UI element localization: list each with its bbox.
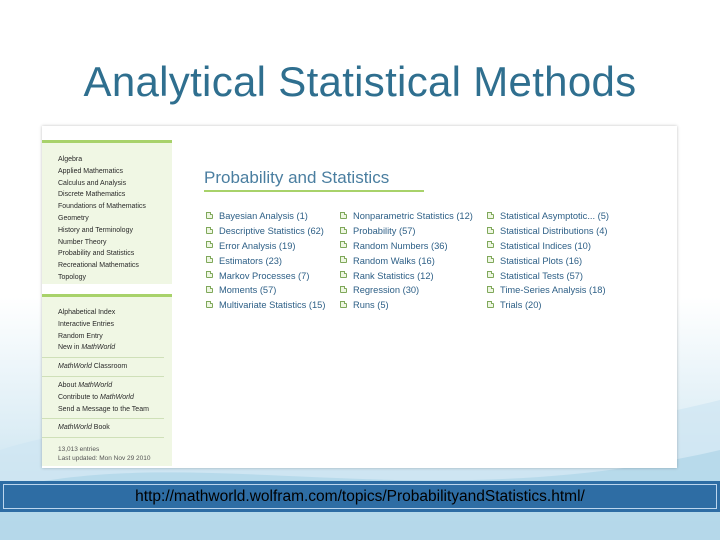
- folder-icon: [487, 229, 494, 234]
- folder-icon: [487, 258, 494, 263]
- folder-icon: [487, 243, 494, 248]
- folder-icon: [340, 288, 347, 293]
- nav-divider: [42, 418, 164, 419]
- nav-contribute[interactable]: Contribute to MathWorld: [58, 393, 134, 401]
- left-navigation: [42, 140, 172, 466]
- topic-link[interactable]: Time-Series Analysis (18): [487, 283, 609, 298]
- folder-icon: [206, 288, 213, 293]
- folder-icon: [206, 273, 213, 278]
- nav-applied-mathematics[interactable]: Applied Mathematics: [58, 167, 123, 175]
- folder-icon: [340, 229, 347, 234]
- nav-history-and-terminology[interactable]: History and Terminology: [58, 226, 133, 234]
- topic-link[interactable]: Nonparametric Statistics (12): [340, 209, 473, 224]
- topic-column-1: [206, 209, 325, 313]
- nav-discrete-mathematics[interactable]: Discrete Mathematics: [58, 191, 126, 199]
- folder-icon: [340, 214, 347, 219]
- folder-icon: [487, 288, 494, 293]
- topic-column-3: [487, 209, 609, 313]
- folder-icon: [340, 273, 347, 278]
- nav-divider: [42, 437, 164, 438]
- nav-divider: [42, 376, 164, 377]
- slide-title: Analytical Statistical Methods: [83, 58, 637, 105]
- mathworld-screenshot: [42, 126, 677, 468]
- nav-alphabetical-index[interactable]: Alphabetical Index: [58, 309, 116, 316]
- site-nav-box: [42, 294, 172, 466]
- nav-geometry[interactable]: Geometry: [58, 214, 89, 222]
- topic-link[interactable]: Bayesian Analysis (1): [206, 209, 325, 224]
- folder-icon: [487, 303, 494, 308]
- folder-icon: [206, 243, 213, 248]
- page-heading: Probability and Statistics: [204, 168, 390, 187]
- folder-icon: [340, 243, 347, 248]
- source-url[interactable]: http://mathworld.wolfram.com/topics/ProbabilityandStatistics.html/: [3, 484, 717, 509]
- nav-divider: [42, 357, 164, 358]
- folder-icon: [206, 303, 213, 308]
- nav-number-theory[interactable]: Number Theory: [58, 238, 107, 246]
- topic-link[interactable]: Moments (57): [206, 283, 325, 298]
- topic-link[interactable]: Rank Statistics (12): [340, 268, 473, 283]
- last-updated: Last updated: Mon Nov 29 2010: [58, 454, 151, 462]
- topic-link[interactable]: Statistical Plots (16): [487, 253, 609, 268]
- topic-link[interactable]: Statistical Tests (57): [487, 268, 609, 283]
- topic-link[interactable]: Runs (5): [340, 298, 473, 313]
- nav-foundations-of-mathematics[interactable]: Foundations of Mathematics: [58, 203, 146, 211]
- topic-link[interactable]: Statistical Asymptotic... (5): [487, 209, 609, 224]
- nav-recreational-mathematics[interactable]: Recreational Mathematics: [58, 262, 139, 270]
- nav-mathworld-book[interactable]: MathWorld Book: [58, 424, 110, 432]
- topic-link[interactable]: Error Analysis (19): [206, 239, 325, 254]
- topic-link[interactable]: Regression (30): [340, 283, 473, 298]
- heading-underline: [204, 190, 424, 192]
- folder-icon: [206, 214, 213, 219]
- folder-icon: [340, 258, 347, 263]
- topic-link[interactable]: Estimators (23): [206, 253, 325, 268]
- topic-column-2: [340, 209, 473, 313]
- nav-calculus-and-analysis[interactable]: Calculus and Analysis: [58, 179, 127, 187]
- entry-count: 13,013 entries: [58, 446, 100, 454]
- folder-icon: [206, 229, 213, 234]
- nav-send-message[interactable]: Send a Message to the Team: [58, 405, 149, 413]
- topic-link[interactable]: Statistical Distributions (4): [487, 224, 609, 239]
- topic-link[interactable]: Trials (20): [487, 298, 609, 313]
- folder-icon: [206, 258, 213, 263]
- nav-probability-and-statistics[interactable]: Probability and Statistics: [58, 250, 135, 258]
- topic-link[interactable]: Markov Processes (7): [206, 268, 325, 283]
- folder-icon: [487, 214, 494, 219]
- folder-icon: [340, 303, 347, 308]
- topic-link[interactable]: Statistical Indices (10): [487, 239, 609, 254]
- nav-mathworld-classroom[interactable]: MathWorld Classroom: [58, 363, 128, 371]
- topic-link[interactable]: Probability (57): [340, 224, 473, 239]
- nav-algebra[interactable]: Algebra: [58, 156, 83, 163]
- nav-interactive-entries[interactable]: Interactive Entries: [58, 320, 115, 328]
- topic-link[interactable]: Random Walks (16): [340, 253, 473, 268]
- folder-icon: [487, 273, 494, 278]
- nav-new-in-mathworld[interactable]: New in MathWorld: [58, 344, 116, 352]
- topic-link[interactable]: Random Numbers (36): [340, 239, 473, 254]
- nav-topology[interactable]: Topology: [58, 273, 87, 281]
- topic-link[interactable]: Multivariate Statistics (15): [206, 298, 325, 313]
- nav-random-entry[interactable]: Random Entry: [58, 332, 103, 340]
- nav-about-mathworld[interactable]: About MathWorld: [58, 381, 113, 389]
- url-bar: [0, 481, 720, 512]
- subject-nav-box: [42, 140, 172, 284]
- topic-link[interactable]: Descriptive Statistics (62): [206, 224, 325, 239]
